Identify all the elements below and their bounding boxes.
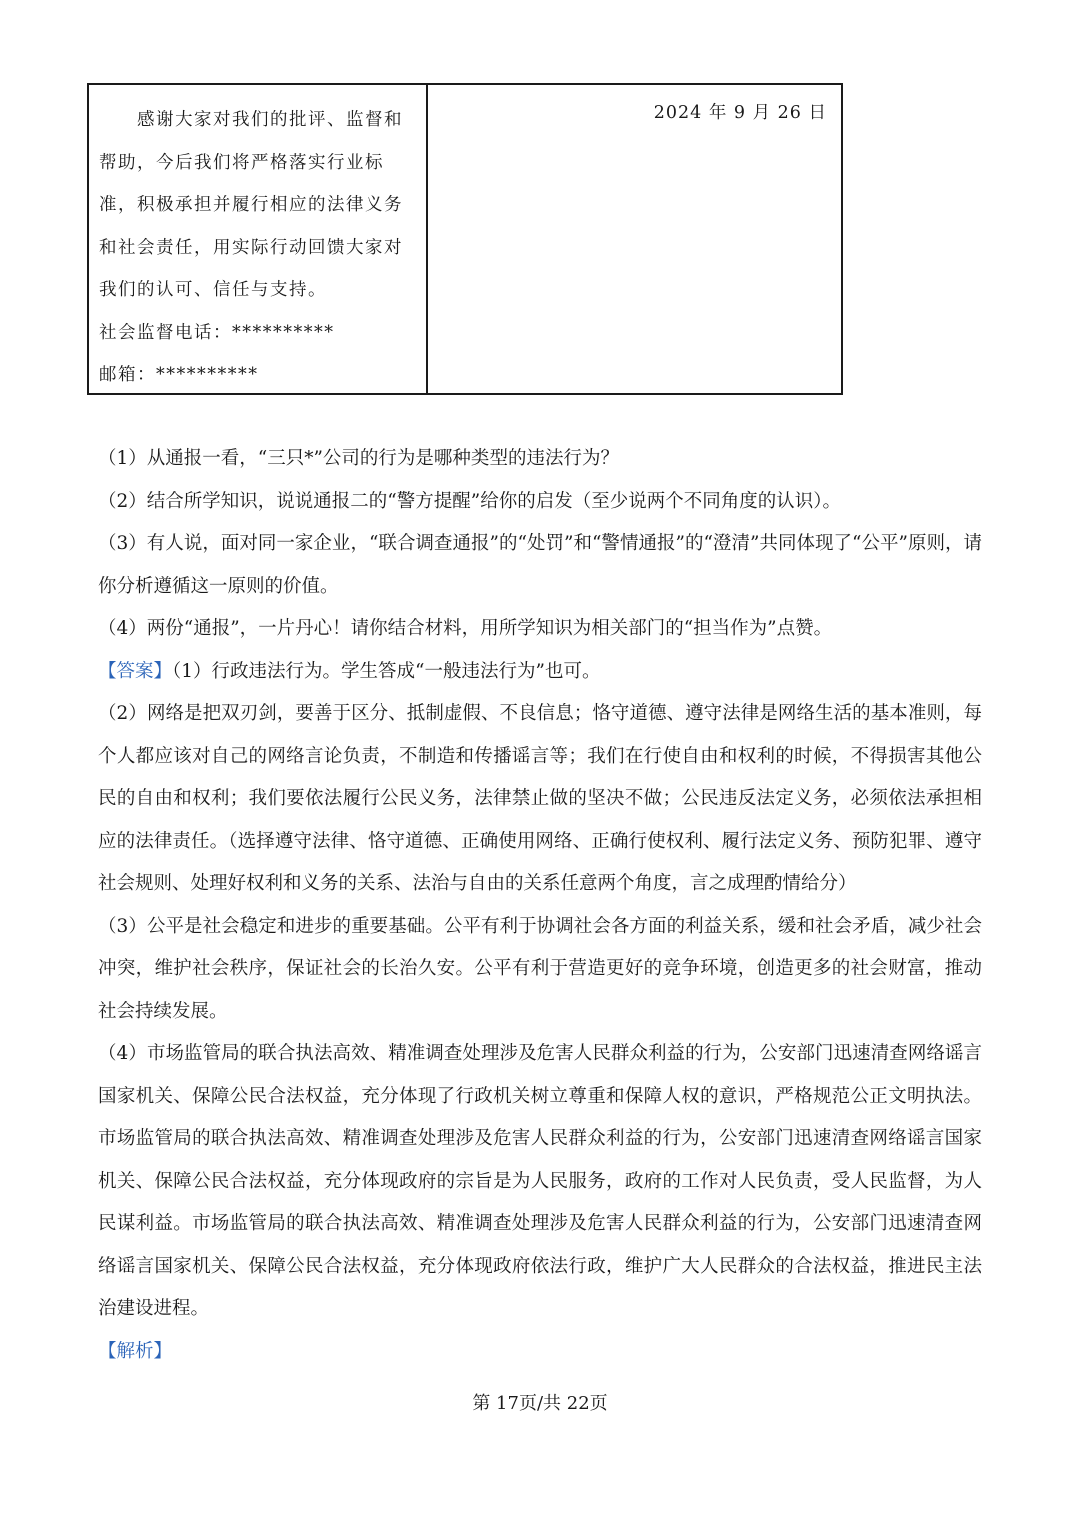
notice-email: 邮箱：********** <box>99 365 259 385</box>
answer-1 <box>98 651 982 694</box>
notice-date: 2024 年 9 月 26 日 <box>653 103 827 123</box>
question-2: （2）结合所学知识，说说通报二的“警方提醒”给你的启发（至少说两个不同角度的认识）。 <box>98 490 841 512</box>
notice-left-cell <box>89 85 428 393</box>
analysis-label: 【解析】 <box>98 1340 173 1362</box>
document-content <box>98 438 982 1373</box>
answer-1-text: （1）行政违法行为。学生答成“一般违法行为”也可。 <box>172 660 601 682</box>
question-4: （4）两份“通报”，一片丹心！请你结合材料，用所学知识为相关部门的“担当作为”点赞。 <box>98 618 833 639</box>
analysis-heading <box>98 1331 982 1374</box>
answer-label: 【答案】 <box>98 660 173 682</box>
question-1: （1）从通报一看，“三只*”公司的行为是哪种类型的违法行为？ <box>98 448 619 469</box>
page-footer: 第 17页/共 22页 <box>472 1393 608 1414</box>
notice-right-cell <box>428 85 841 393</box>
notice-body: 感谢大家对我们的批评、监督和帮助，今后我们将严格落实行业标准，积极承担并履行相应的法律义务和社会责任，用实际行动回馈大家对我们的认可、信任与支持。 <box>99 110 403 300</box>
answer-3: （3）公平是社会稳定和进步的重要基础。公平有利于协调社会各方面的利益关系，缓和社会矛盾，减少社会冲突，维护社会秩序，保证社会的长治久安。公平有利于营造更好的竞争环境，创造更多的社会财富，推动社会持续发展。 <box>98 915 982 1022</box>
notice-table <box>87 83 843 395</box>
answer-2: （2）网络是把双刃剑，要善于区分、抵制虚假、不良信息；恪守道德、遵守法律是网络生活的基本准则，每个人都应该对自己的网络言论负责，不制造和传播谣言等；我们在行使自由和权利的时候，不得损害其他公民的自由和权利；我们要依法履行公民义务，法律禁止做的坚决不做；公民违反法定义务，必须依法承担相应的法律责任。（选择遵守法律、恪守道德、正确使用网络、正确行使权利、履行法定义务、预防犯罪、遵守社会规则、处理好权利和义务的关系、法治与自由的关系任意两个角度，言之成理酌情给分） <box>98 703 982 894</box>
question-3: （3）有人说，面对同一家企业，“联合调查通报”的“处罚”和“警情通报”的“澄清”共同体现了“公平”原则，请你分析遵循这一原则的价值。 <box>98 533 982 597</box>
notice-phone: 社会监督电话：********** <box>99 322 335 343</box>
answer-4: （4）市场监管局的联合执法高效、精准调查处理涉及危害人民群众利益的行为，公安部门迅速清查网络谣言国家机关、保障公民合法权益，充分体现了行政机关树立尊重和保障人权的意识，严格规范公正文明执法。市场监管局的联合执法高效、精准调查处理涉及危害人民群众利益的行为，公安部门迅速清查网络谣言国家机关、保障公民合法权益，充分体现政府的宗旨是为人民服务，政府的工作对人民负责，受人民监督，为人民谋利益。市场监管局的联合执法高效、精准调查处理涉及危害人民群众利益的行为，公安部门迅速清查网络谣言国家机关、保障公民合法权益，充分体现政府依法行政，维护广大人民群众的合法权益，推进民主法治建设进程。 <box>98 1043 982 1319</box>
